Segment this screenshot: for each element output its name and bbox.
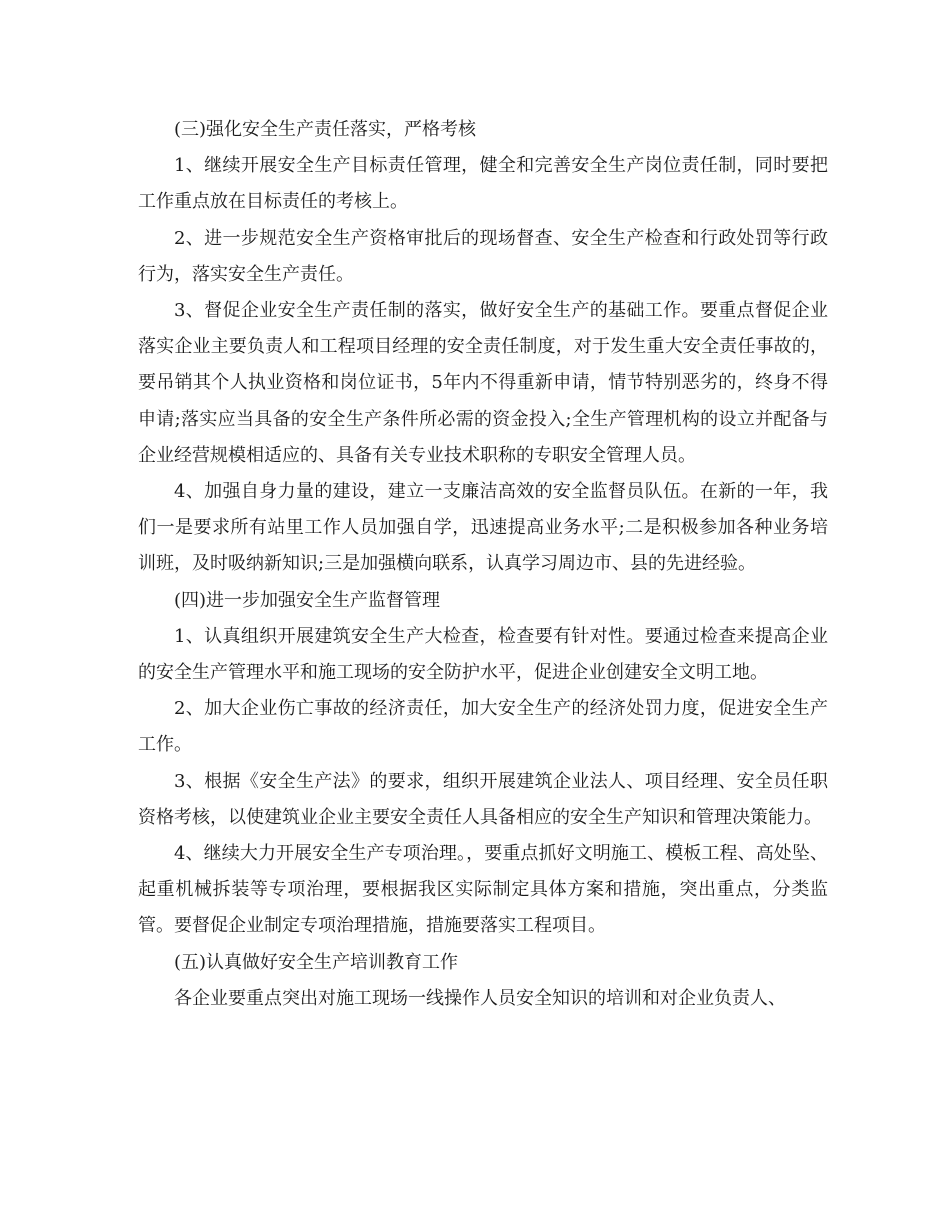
paragraph: 4、加强自身力量的建设，建立一支廉洁高效的安全监督员队伍。在新的一年，我们一是要求所有站里工作人员加强自学，迅速提高业务水平;二是积极参加各种业务培训班，及时吸纳新知识;三是加强横向联系，认真学习周边市、县的先进经验。 [138, 481, 828, 575]
paragraph: 3、督促企业安全生产责任制的落实，做好安全生产的基础工作。要重点督促企业落实企业主要负责人和工程项目经理的安全责任制度，对于发生重大安全责任事故的，要吊销其个人执业资格和岗位证书，5年内不得重新申请，情节特别恶劣的，终身不得申请;落实应当具备的安全生产条件所必需的资金投入;全生产管理机构的设立并配备与企业经营规模相适应的、具备有关专业技术职称的专职安全管理人员。 [138, 300, 828, 466]
paragraph: 各企业要重点突出对施工现场一线操作人员安全知识的培训和对企业负责人、 [174, 987, 786, 1009]
section-heading-5: (五)认真做好安全生产培训教育工作 [174, 951, 459, 973]
paragraph: 4、继续大力开展安全生产专项治理。，要重点抓好文明施工、模板工程、高处坠、起重机械拆装等专项治理，要根据我区实际制定具体方案和措施，突出重点，分类监管。要督促企业制定专项治理措施，措施要落实工程项目。 [138, 843, 828, 937]
paragraph: 2、进一步规范安全生产资格审批后的现场督查、安全生产检查和行政处罚等行政行为，落实安全生产责任。 [138, 227, 828, 285]
paragraph: 2、加大企业伤亡事故的经济责任，加大安全生产的经济处罚力度，促进安全生产工作。 [138, 698, 828, 756]
section-heading-3: (三)强化安全生产责任落实，严格考核 [174, 119, 477, 140]
paragraph: 3、根据《安全生产法》的要求，组织开展建筑企业法人、项目经理、安全员任职资格考核，以使建筑业企业主要安全责任人具备相应的安全生产知识和管理决策能力。 [138, 770, 828, 828]
document-body [138, 112, 828, 1017]
section-heading-4: (四)进一步加强安全生产监督管理 [174, 589, 441, 611]
paragraph: 1、继续开展安全生产目标责任管理，健全和完善安全生产岗位责任制，同时要把工作重点放在目标责任的考核上。 [138, 155, 828, 213]
paragraph: 1、认真组织开展建筑安全生产大检查，检查要有针对性。要通过检查来提高企业的安全生产管理水平和施工现场的安全防护水平，促进企业创建安全文明工地。 [138, 625, 828, 684]
